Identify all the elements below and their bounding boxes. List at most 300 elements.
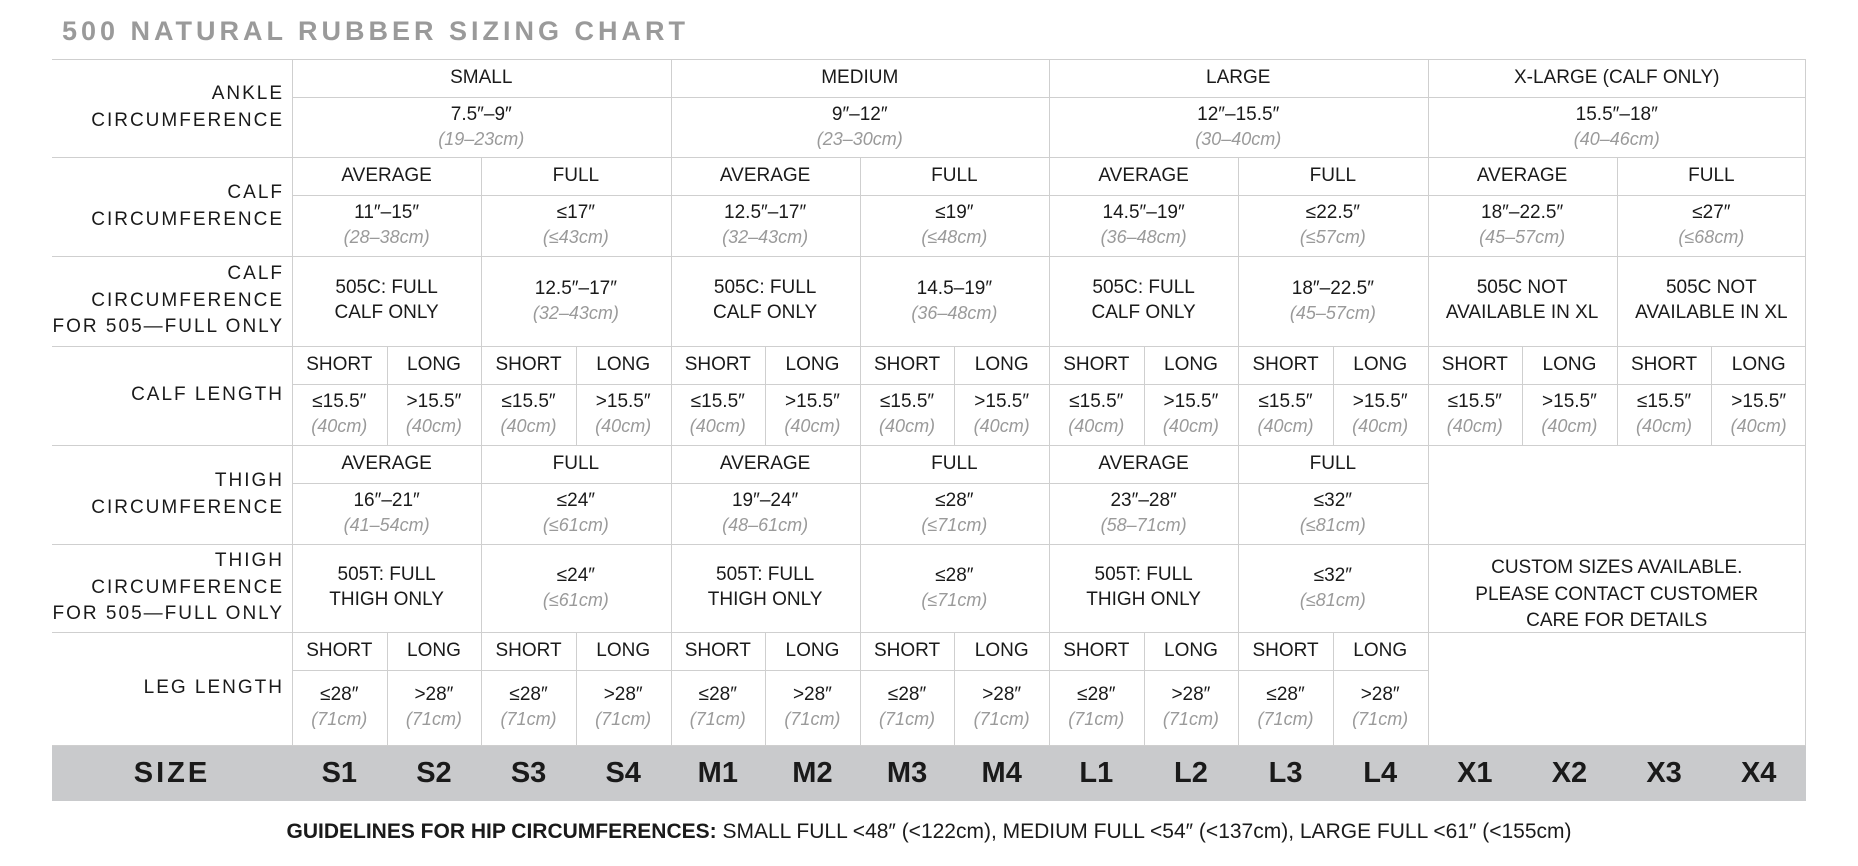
note-line: AVAILABLE IN XL	[1635, 302, 1788, 323]
length-name: SHORT	[306, 353, 373, 375]
length-header	[1522, 346, 1617, 384]
fit-name: AVERAGE	[1098, 164, 1189, 186]
metric-value: (71cm)	[500, 709, 557, 730]
thigh-505-cell	[860, 544, 1049, 632]
length-header	[765, 632, 860, 670]
row-label-line: FOR 505—FULL ONLY	[52, 603, 284, 625]
divider	[1144, 632, 1145, 745]
metric-value: (36–48cm)	[1100, 227, 1187, 248]
metric-value: (71cm)	[879, 709, 936, 730]
length-name: LONG	[1542, 353, 1597, 375]
row-label-line: CIRCUMFERENCE	[91, 576, 284, 598]
leg-length-value	[292, 670, 387, 745]
divider	[292, 59, 293, 745]
size-code-text: X4	[1740, 756, 1777, 789]
leg-length-value	[1144, 670, 1239, 745]
calf-length-value	[576, 384, 671, 445]
size-code	[765, 745, 860, 801]
length-header	[1144, 632, 1239, 670]
fit-header	[1428, 157, 1617, 195]
leg-length-value	[765, 670, 860, 745]
metric-value: (≤71cm)	[921, 515, 988, 536]
size-code	[1522, 745, 1617, 801]
divider	[1238, 157, 1239, 445]
length-name: LONG	[1353, 639, 1408, 661]
metric-value: (≤68cm)	[1678, 227, 1745, 248]
metric-value: (40cm)	[595, 416, 652, 437]
imperial-value: ≤15.5″	[1447, 391, 1502, 413]
fit-header	[860, 445, 1049, 483]
size-group-name: SMALL	[450, 66, 513, 88]
length-header	[860, 632, 955, 670]
imperial-value: 18″–22.5″	[1291, 277, 1374, 299]
size-group-header	[1049, 59, 1428, 97]
imperial-value: ≤15.5″	[1636, 391, 1692, 413]
length-name: LONG	[1164, 353, 1218, 375]
note-line: 505C: FULL	[335, 277, 438, 299]
fit-name: AVERAGE	[719, 452, 811, 474]
divider	[52, 346, 1806, 347]
length-name: SHORT	[495, 639, 562, 661]
length-header	[481, 346, 576, 384]
row-label-line: CIRCUMFERENCE	[91, 208, 284, 230]
size-group-header	[671, 59, 1050, 97]
row-label-leg-length	[52, 632, 292, 745]
metric-value: (40cm)	[973, 416, 1030, 437]
metric-value: (71cm)	[1257, 709, 1314, 730]
metric-value: (40cm)	[1257, 416, 1314, 437]
length-header	[387, 346, 482, 384]
metric-value: (71cm)	[689, 709, 746, 730]
imperial-value: >28″	[414, 684, 454, 706]
imperial-value: 11″–15″	[354, 202, 420, 224]
size-code-text: S1	[321, 756, 358, 789]
metric-value: (≤81cm)	[1299, 515, 1366, 536]
size-code	[671, 745, 766, 801]
calf-length-value	[954, 384, 1049, 445]
chart-title: 500 NATURAL RUBBER SIZING CHART	[62, 16, 690, 46]
length-header	[1049, 346, 1144, 384]
length-name: LONG	[1164, 639, 1218, 661]
imperial-value: 14.5–19″	[916, 277, 993, 299]
imperial-value: >15.5″	[974, 391, 1030, 413]
thigh-505-cell	[481, 544, 670, 632]
imperial-value: 7.5″–9″	[450, 103, 512, 125]
sizing-table	[52, 59, 1806, 801]
length-header	[671, 632, 766, 670]
imperial-value: ≤19″	[935, 202, 974, 224]
fit-name: AVERAGE	[1476, 164, 1568, 186]
calf-range	[1428, 195, 1617, 256]
calf-505-cell	[671, 256, 860, 346]
row-label-line: CIRCUMFERENCE	[91, 110, 284, 131]
size-group-header	[1428, 59, 1807, 97]
length-name: LONG	[407, 639, 461, 661]
size-code	[481, 745, 576, 801]
calf-505-cell	[481, 256, 670, 346]
fit-name: FULL	[931, 452, 978, 474]
imperial-value: >15.5″	[785, 391, 840, 413]
fit-header	[1238, 445, 1427, 483]
length-name: LONG	[1353, 353, 1408, 375]
metric-value: (40cm)	[1068, 416, 1125, 437]
metric-value: (40cm)	[500, 416, 557, 437]
note-line: AVAILABLE IN XL	[1445, 302, 1599, 323]
calf-length-value	[292, 384, 387, 445]
divider	[860, 445, 861, 745]
note-line: 505T: FULL	[337, 564, 436, 586]
metric-value: (71cm)	[595, 709, 652, 730]
metric-value: (71cm)	[1162, 709, 1219, 730]
length-name: SHORT	[306, 639, 373, 661]
imperial-value: >15.5″	[1352, 391, 1408, 413]
row-label-line: CALF	[227, 181, 284, 203]
metric-value: (≤57cm)	[1299, 227, 1366, 248]
length-name: LONG	[785, 353, 840, 375]
thigh-505-cell	[1049, 544, 1238, 632]
imperial-value: 19″–24″	[731, 490, 799, 512]
size-code-text: X1	[1457, 756, 1493, 789]
length-name: LONG	[785, 639, 840, 661]
divider	[1049, 59, 1050, 745]
imperial-value: ≤28″	[509, 684, 548, 706]
fit-name: AVERAGE	[719, 164, 811, 186]
imperial-value: ≤28″	[1077, 684, 1116, 706]
calf-505-cell	[1428, 256, 1617, 346]
length-name: SHORT	[1252, 353, 1319, 375]
calf-length-value	[1238, 384, 1333, 445]
thigh-505-cell	[1238, 544, 1427, 632]
length-header	[576, 632, 671, 670]
thigh-range	[671, 483, 860, 544]
size-code	[1238, 745, 1333, 801]
calf-length-value	[1333, 384, 1428, 445]
fit-name: AVERAGE	[1098, 452, 1189, 474]
length-header	[1144, 346, 1239, 384]
metric-value: (58–71cm)	[1100, 515, 1187, 536]
ankle-range	[1428, 97, 1807, 157]
divider	[765, 632, 766, 745]
hip-guidelines	[0, 820, 1858, 844]
size-code	[292, 745, 387, 801]
leg-length-value	[671, 670, 766, 745]
metric-value: (≤71cm)	[921, 589, 988, 610]
metric-value: (28–38cm)	[343, 227, 430, 248]
row-label-line: ANKLE	[211, 83, 284, 105]
length-name: LONG	[1731, 353, 1786, 375]
fit-name: FULL	[1309, 452, 1357, 474]
imperial-value: 15.5″–18″	[1575, 103, 1658, 125]
calf-length-value	[1144, 384, 1239, 445]
length-name: LONG	[596, 353, 651, 375]
fit-name: FULL	[1688, 164, 1735, 186]
divider	[52, 745, 1806, 746]
length-name: SHORT	[1252, 639, 1319, 661]
note-line: CALF ONLY	[1091, 302, 1196, 323]
imperial-value: >15.5″	[595, 391, 651, 413]
length-header	[1428, 346, 1523, 384]
size-group-name: X-LARGE (CALF ONLY)	[1513, 66, 1720, 88]
divider	[481, 445, 482, 745]
custom-sizes-note	[1428, 445, 1807, 745]
note-line: THIGH ONLY	[1086, 589, 1201, 610]
length-header	[1049, 632, 1144, 670]
length-header	[1617, 346, 1712, 384]
imperial-value: >28″	[1360, 684, 1400, 706]
divider	[52, 59, 1806, 60]
custom-note-line: PLEASE CONTACT CUSTOMER	[1475, 583, 1759, 605]
size-code-text: M1	[697, 756, 738, 789]
imperial-value: ≤28″	[935, 564, 974, 586]
note-line: CALF ONLY	[334, 302, 439, 323]
imperial-value: ≤15.5″	[312, 391, 367, 413]
length-name: SHORT	[1441, 353, 1508, 375]
divider	[1144, 346, 1145, 445]
divider	[1333, 346, 1334, 445]
note-line: THIGH ONLY	[707, 589, 823, 610]
imperial-value: >15.5″	[1542, 391, 1597, 413]
length-header	[387, 632, 482, 670]
imperial-value: ≤15.5″	[879, 391, 935, 413]
divider	[954, 346, 955, 445]
metric-value: (71cm)	[405, 709, 462, 730]
size-group-header	[292, 59, 671, 97]
row-label-line: LEG LENGTH	[143, 677, 284, 699]
calf-505-cell	[292, 256, 481, 346]
metric-value: (40cm)	[1162, 416, 1219, 437]
row-label-calf-505	[52, 256, 292, 346]
leg-length-value	[387, 670, 482, 745]
divider	[1805, 59, 1806, 745]
row-label-line: THIGH	[214, 469, 284, 491]
thigh-range	[481, 483, 670, 544]
calf-505-cell	[1238, 256, 1427, 346]
length-name: SHORT	[1063, 639, 1130, 661]
hip-guidelines-text: SMALL FULL <48″ (<122cm), MEDIUM FULL <54″ (<137cm), LARGE FULL <61″ (<155cm)	[716, 820, 1572, 843]
metric-value: (19–23cm)	[438, 128, 525, 149]
imperial-value: 18″–22.5″	[1481, 202, 1564, 224]
metric-value: (71cm)	[1352, 709, 1409, 730]
size-code	[1049, 745, 1144, 801]
fit-header	[1617, 157, 1806, 195]
fit-header	[860, 157, 1049, 195]
imperial-value: ≤28″	[935, 490, 974, 512]
divider	[387, 632, 388, 745]
size-code	[1711, 745, 1806, 801]
imperial-value: ≤28″	[1266, 684, 1305, 706]
length-name: SHORT	[873, 639, 941, 661]
divider	[1711, 346, 1712, 445]
divider	[481, 157, 482, 445]
metric-value: (30–40cm)	[1195, 128, 1282, 149]
row-label-line: FOR 505—FULL ONLY	[52, 316, 284, 338]
divider	[671, 59, 672, 745]
metric-value: (36–48cm)	[911, 302, 998, 323]
fit-header	[671, 157, 860, 195]
divider	[52, 632, 1806, 633]
fit-header	[481, 157, 670, 195]
thigh-range	[860, 483, 1049, 544]
metric-value: (40cm)	[1541, 416, 1598, 437]
imperial-value: ≤15.5″	[1069, 391, 1124, 413]
metric-value: (40cm)	[1636, 416, 1693, 437]
imperial-value: >28″	[1171, 684, 1211, 706]
row-label-line: CALF LENGTH	[131, 384, 284, 406]
size-code-text: M3	[886, 756, 928, 789]
metric-value: (71cm)	[784, 709, 841, 730]
metric-value: (40cm)	[689, 416, 746, 437]
calf-505-cell	[860, 256, 1049, 346]
divider	[954, 632, 955, 745]
row-label-calf-length	[52, 346, 292, 445]
divider	[52, 157, 1806, 158]
calf-range	[1617, 195, 1806, 256]
calf-length-value	[481, 384, 576, 445]
length-header	[292, 632, 387, 670]
ankle-range	[1049, 97, 1428, 157]
divider	[576, 346, 577, 445]
size-code-text: L3	[1268, 756, 1303, 789]
size-label-text: SIZE	[133, 756, 211, 789]
metric-value: (40cm)	[784, 416, 841, 437]
size-code-text: X3	[1646, 756, 1682, 789]
row-label-calf	[52, 157, 292, 256]
fit-name: FULL	[552, 452, 600, 474]
imperial-value: 23″–28″	[1110, 490, 1177, 512]
divider	[576, 632, 577, 745]
note-line: 505C NOT	[1665, 277, 1757, 299]
length-name: SHORT	[1063, 353, 1130, 375]
length-header	[1711, 346, 1806, 384]
metric-value: (32–43cm)	[532, 302, 619, 323]
calf-length-value	[1049, 384, 1144, 445]
fit-header	[292, 445, 481, 483]
size-code	[954, 745, 1049, 801]
leg-length-value	[1238, 670, 1333, 745]
length-name: SHORT	[873, 353, 941, 375]
divider	[1522, 346, 1523, 445]
imperial-value: ≤27″	[1692, 202, 1731, 224]
calf-range	[481, 195, 670, 256]
fit-name: FULL	[552, 164, 600, 186]
imperial-value: ≤28″	[320, 684, 359, 706]
length-name: LONG	[974, 353, 1029, 375]
length-header	[765, 346, 860, 384]
metric-value: (40cm)	[1352, 416, 1409, 437]
size-code-text: L4	[1363, 756, 1398, 789]
imperial-value: 16″–21″	[353, 490, 420, 512]
calf-length-value	[1617, 384, 1712, 445]
size-code-text: X2	[1551, 756, 1588, 789]
size-code-text: S3	[510, 756, 547, 789]
calf-length-value	[1711, 384, 1806, 445]
divider	[1333, 632, 1334, 745]
size-label	[52, 745, 292, 801]
imperial-value: 14.5″–19″	[1102, 202, 1185, 224]
imperial-value: 12.5″–17″	[534, 277, 617, 299]
imperial-value: >15.5″	[406, 391, 462, 413]
size-code	[576, 745, 671, 801]
imperial-value: ≤15.5″	[1258, 391, 1313, 413]
divider	[387, 346, 388, 445]
size-code	[1428, 745, 1523, 801]
length-header	[860, 346, 955, 384]
imperial-value: ≤32″	[1313, 490, 1353, 512]
row-label-line: CALF	[227, 263, 284, 285]
imperial-value: 12.5″–17″	[724, 202, 807, 224]
imperial-value: ≤15.5″	[690, 391, 745, 413]
size-code	[1144, 745, 1239, 801]
calf-length-value	[1522, 384, 1617, 445]
note-line: 505T: FULL	[716, 564, 815, 586]
row-label-line: THIGH	[214, 550, 284, 572]
calf-range	[1049, 195, 1238, 256]
metric-value: (≤43cm)	[542, 227, 609, 248]
metric-value: (≤81cm)	[1299, 589, 1366, 610]
length-header	[954, 632, 1049, 670]
length-header	[671, 346, 766, 384]
leg-length-value	[860, 670, 955, 745]
imperial-value: 9″–12″	[831, 103, 888, 125]
imperial-value: ≤24″	[556, 490, 596, 512]
thigh-range	[292, 483, 481, 544]
calf-length-value	[860, 384, 955, 445]
calf-505-cell	[1617, 256, 1806, 346]
metric-value: (40cm)	[1730, 416, 1787, 437]
size-code-text: M4	[981, 756, 1022, 789]
length-name: SHORT	[495, 353, 562, 375]
fit-header	[1238, 157, 1427, 195]
divider	[1238, 445, 1239, 745]
row-label-line: CIRCUMFERENCE	[91, 289, 284, 311]
row-label-ankle	[52, 59, 292, 157]
metric-value: (32–43cm)	[722, 227, 809, 248]
size-group-name: MEDIUM	[821, 66, 899, 88]
leg-length-value	[576, 670, 671, 745]
imperial-value: ≤15.5″	[501, 391, 556, 413]
length-header	[1238, 632, 1333, 670]
imperial-value: >15.5″	[1731, 391, 1787, 413]
ankle-range	[292, 97, 671, 157]
metric-value: (41–54cm)	[343, 515, 430, 536]
thigh-range	[1238, 483, 1427, 544]
size-code-text: L1	[1079, 756, 1114, 789]
leg-length-value	[481, 670, 576, 745]
row-label-thigh	[52, 445, 292, 544]
size-code-text: L2	[1174, 756, 1208, 789]
calf-length-value	[387, 384, 482, 445]
imperial-value: ≤28″	[887, 684, 927, 706]
calf-range	[860, 195, 1049, 256]
length-header	[1238, 346, 1333, 384]
fit-header	[292, 157, 481, 195]
length-name: LONG	[407, 353, 461, 375]
calf-range	[292, 195, 481, 256]
metric-value: (40cm)	[405, 416, 462, 437]
note-line: 505C: FULL	[1092, 277, 1195, 299]
length-header	[576, 346, 671, 384]
metric-value: (≤61cm)	[542, 589, 609, 610]
ankle-range	[671, 97, 1050, 157]
imperial-value: ≤32″	[1313, 564, 1353, 586]
imperial-value: ≤22.5″	[1305, 202, 1360, 224]
calf-length-value	[765, 384, 860, 445]
imperial-value: >28″	[603, 684, 643, 706]
metric-value: (40cm)	[879, 416, 936, 437]
divider	[1617, 157, 1618, 445]
note-line: 505T: FULL	[1094, 564, 1193, 586]
hip-guidelines-heading: GUIDELINES FOR HIP CIRCUMFERENCES:	[286, 820, 717, 843]
